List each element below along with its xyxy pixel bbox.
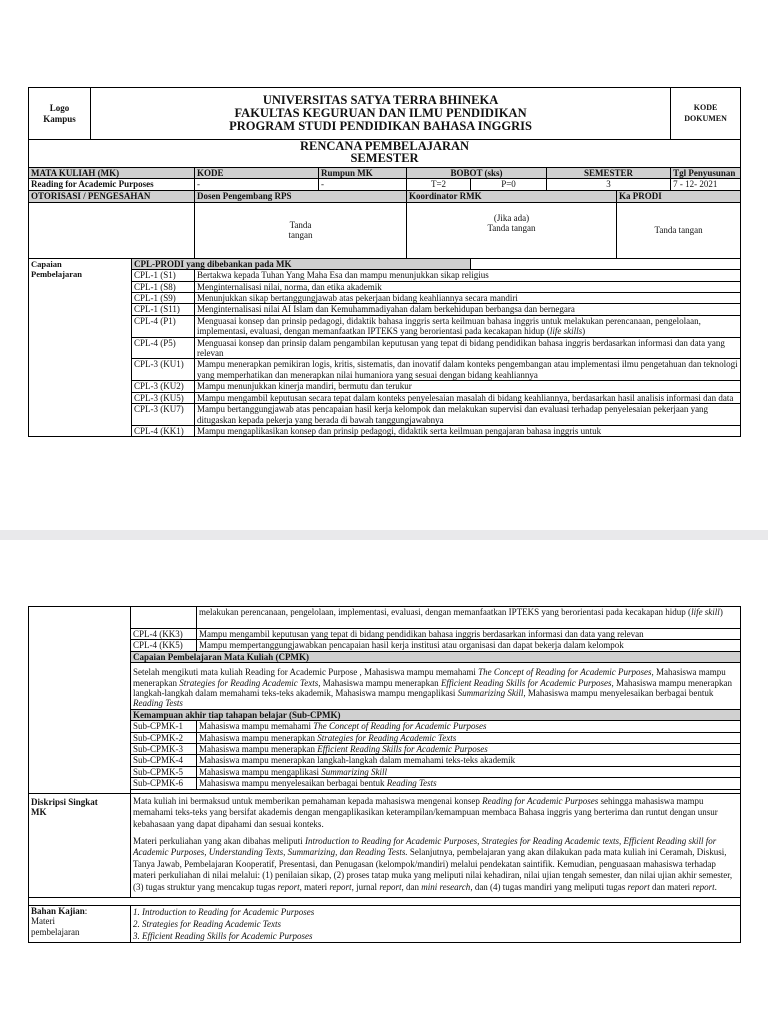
deskripsi-text: Mata kuliah ini bermaksud untuk memberikan pemahaman kepada mahasiswa mengenai konsep Reading for Academic Purposes sehingga mahasiswa mampu memahami teks-teks yang bersifat akademis dengan mengaplikasikan keterampilan/kemampuan membaca Bahasa inggris yang berterima dan runtut dengan unsur kebahasaan yang dapat dipahami dan sesuai konteks. Materi perkuliahan yang akan dibahas meliputi Introduction to Reading for Academic Purposes, Strategies for Reading Academic texts, Efficient Reading skill for Academic Purposes, Understanding Texts, Summarizing, dan Reading Tests. Selanjutnya, pembelajaran yang akan dilakukan pada mata kuliah ini Ceramah, Diskusi, Tanya Jawab, Pembelajaran Kooperatif, Presentasi, dan Penugasan (kelompok/mandiri) melalui pendekatan saintifik. Kemudian, penguasaan mahasiswa terhadap materi perkuliahan di nilai melalui: (1) penilaian sikap, (2) proses tatap muka yang meliputi nilai kehadiran, nilai ujian tengah semester, dan nilai ujian akhir semester, (3) tugas struktur yang mencakup tugas report, materi report, jurnal report, dan mini research, dan (4) tugas mandiri yang meliputi tugas report dan materi report. [131, 793, 741, 897]
bahan-item: 1. Introduction to Reading for Academic Purposes [133, 906, 315, 917]
cpl-row [29, 392, 741, 403]
cpl-code: CPL-4 (P1) [132, 315, 195, 337]
cpl-text: Menunjukkan sikap bertanggungjawab atas pekerjaan bidang keahliannya secara mandiri [195, 293, 741, 304]
value-kode: - [195, 179, 319, 190]
signature-dosen: Tanda tangan [195, 202, 407, 258]
sub-cpmk-row [29, 721, 741, 732]
bahan-item: 3. Efficient Reading Skills for Academic Purposes [133, 930, 313, 941]
sub-cpmk-code: Sub-CPMK-5 [131, 766, 197, 777]
sub-cpmk-text: Mahasiswa mampu menerapkan Strategies for Reading Academic Texts [197, 732, 741, 743]
cpmk-heading: Capaian Pembelajaran Mata Kuliah (CPMK) [131, 651, 741, 662]
label-tgl: Tgl Penyusunan [671, 168, 741, 179]
bahan-kajian-list [131, 905, 741, 942]
sub-cpmk-row [29, 744, 741, 755]
cpl-code: CPL-1 (S11) [132, 304, 195, 315]
sub-cpmk-text: Mahasiswa mampu menerapkan langkah-langkah dalam memahami teks-teks akademik [197, 755, 741, 766]
cpl-code: CPL-4 (KK1) [132, 425, 195, 436]
sub-cpmk-row [29, 766, 741, 777]
label-rumpun: Rumpun MK [319, 168, 407, 179]
row-spacer [29, 897, 741, 905]
cpl-row [29, 270, 741, 281]
capaian-pembelajaran-label: Capaian Pembelajaran [29, 258, 132, 437]
deskripsi-label: Diskripsi Singkat MK [29, 793, 131, 897]
cpl-continuation-code [131, 607, 197, 629]
cpl-code: CPL-1 (S9) [132, 293, 195, 304]
cpl-text: Mampu mengambil keputusan yang tepat di bidang pendidikan bahasa inggris berdasarkan informasi dan data yang relevan [197, 629, 741, 640]
university-heading: UNIVERSITAS SATYA TERRA BHINEKA FAKULTAS KEGURUAN DAN ILMU PENDIDIKAN PROGRAM STUDI PENDIDIKAN BAHASA INGGRIS [91, 88, 671, 140]
cpl-row [29, 359, 741, 381]
sub-cpmk-text: Mahasiswa mampu memahami The Concept of Reading for Academic Purposes [197, 721, 741, 732]
label-otorisasi: OTORISASI / PENGESAHAN [29, 190, 195, 202]
cpl-row [29, 425, 741, 436]
sub-cpmk-code: Sub-CPMK-2 [131, 732, 197, 743]
cpl-continuation-text: melakukan perencanaan, pengelolaan, implementasi, evaluasi, dengan memanfaatkan IPTEKS yang berorientasi pada kecakapan hidup (life skill) [197, 607, 741, 629]
cpl-code: CPL-3 (KU5) [132, 392, 195, 403]
cpl-text: Mampu menunjukkan kinerja mandiri, bermutu dan terukur [195, 381, 741, 392]
sub-cpmk-heading: Kemampuan akhir tiap tahapan belajar (Sub-CPMK) [131, 709, 741, 720]
cpl-heading-filler [471, 258, 741, 269]
value-bobot-p: P=0 [471, 179, 547, 190]
label-ka-prodi: Ka PRODI [617, 190, 741, 202]
cpl-text: Mampu bertanggungjawab atas pencapaian hasil kerja kelompok dan melakukan supervisi dan evaluasi terhadap penyelesaian pekerjaan yang ditugaskan kepada pekerja yang berada di bawah tanggungjawabnya [195, 404, 741, 426]
cpl-text: Menginternalisasi nilai AI Islam dan Kemuhammadiyahan dalam berkehidupan berbangsa dan bernegara [195, 304, 741, 315]
cpl-row [29, 315, 741, 337]
label-mata-kuliah: MATA KULIAH (MK) [29, 168, 195, 179]
cpl-text: Mampu mengaplikasikan konsep dan prinsip pedagogi, didaktik serta keilmuan pengajaran bahasa inggris untuk [195, 425, 741, 436]
sub-cpmk-text: Mahasiswa mampu menerapkan Efficient Reading Skills for Academic Purposes [197, 744, 741, 755]
signature-kaprodi: Tanda tangan [617, 202, 741, 258]
value-bobot-t: T=2 [407, 179, 471, 190]
cpl-code: CPL-1 (S8) [132, 281, 195, 292]
cpl-text: Menguasai konsep dan prinsip dalam pengambilan keputusan yang tepat di bidang pendidikan bahasa inggris berdasarkan informasi dan data yang relevan [195, 337, 741, 359]
cpl-row [29, 404, 741, 426]
cpl-text: Mampu menerapkan pemikiran logis, kritis, sistematis, dan inovatif dalam konteks pengembangan atau implementasi ilmu pengetahuan dan teknologi yang memperhatikan dan menerapkan nilai humaniora yang sesuai dengan bidang keahliannya [195, 359, 741, 381]
document-page-2 [0, 540, 768, 1024]
cpl-row [29, 281, 741, 292]
label-koordinator: Koordinator RMK [407, 190, 617, 202]
value-mata-kuliah: Reading for Academic Purposes [29, 179, 195, 190]
signature-koordinator: (Jika ada) Tanda tangan [407, 202, 617, 258]
value-semester: 3 [547, 179, 671, 190]
otorisasi-blank [29, 202, 195, 258]
cpl-code: CPL-4 (P5) [132, 337, 195, 359]
bahan-kajian-label: Bahan Kajian: Materi pembelajaran [29, 905, 131, 942]
sub-cpmk-row [29, 755, 741, 766]
cpl-code: CPL-4 (KK3) [131, 629, 197, 640]
cpl-text: Bertakwa kepada Tuhan Yang Maha Esa dan mampu menunjukkan sikap religius [195, 270, 741, 281]
cpl-code: CPL-3 (KU2) [132, 381, 195, 392]
cpmk-text: Setelah mengikuti mata kuliah Reading for Academic Purpose , Mahasiswa mampu memahami The Concept of Reading for Academic Purposes, Mahasiswa mampu menerapkan Strategies for Reading Academic Texts, Mahasiswa mampu menerapkan Efficient Reading Skills for Academic Purposes, Mahasiswa mampu menerapkan langkah-langkah dalam memahami teks-teks akademik, Mahasiswa mampu mengaplikasi Summarizing Skill, Mahasiswa mampu menyelesaikan berbagai bentuk Reading Tests [131, 663, 741, 710]
cpl-row [29, 381, 741, 392]
label-kode: KODE [195, 168, 319, 179]
sub-cpmk-code: Sub-CPMK-1 [131, 721, 197, 732]
cpl-text: Mampu mengambil keputusan secara tepat dalam konteks penyelesaian masalah di bidang keahliannya, berdasarkan hasil analisis informasi dan data [195, 392, 741, 403]
cpl-code: CPL-3 (KU7) [132, 404, 195, 426]
sub-cpmk-row [29, 732, 741, 743]
sub-cpmk-text: Mahasiswa mampu mengaplikasi Summarizing Skill [197, 766, 741, 777]
cpl-row [29, 337, 741, 359]
sub-cpmk-text: Mahasiswa mampu menyelesaikan berbagai bentuk Reading Tests [197, 778, 741, 789]
capaian-continuation-side [29, 607, 131, 794]
cpl-text: Mampu mempertanggungjawabkan pencapaian hasil kerja institusi atau organisasi dan dapat bekerja dalam kelompok [197, 640, 741, 651]
logo-kampus: Logo Kampus [29, 88, 91, 140]
cpl-text: Menginternalisasi nilai, norma, dan etika akademik [195, 281, 741, 292]
label-semester: SEMESTER [547, 168, 671, 179]
bahan-item: 2. Strategies for Reading Academic Texts [133, 918, 281, 929]
value-tgl: 7 - 12- 2021 [671, 179, 741, 190]
cpl-code: CPL-4 (KK5) [131, 640, 197, 651]
cpl-code: CPL-1 (S1) [132, 270, 195, 281]
cpl-row [29, 293, 741, 304]
rps-title: RENCANA PEMBELAJARAN SEMESTER [29, 140, 741, 168]
sub-cpmk-code: Sub-CPMK-3 [131, 744, 197, 755]
label-dosen-pengembang: Dosen Pengembang RPS [195, 190, 407, 202]
sub-cpmk-code: Sub-CPMK-6 [131, 778, 197, 789]
sub-cpmk-code: Sub-CPMK-4 [131, 755, 197, 766]
label-bobot: BOBOT (sks) [407, 168, 547, 179]
rps-header-table [28, 87, 740, 437]
cpl-heading: CPL-PRODI yang dibebankan pada MK [132, 258, 471, 269]
cpl-row [29, 304, 741, 315]
cpl-text: Menguasai konsep dan prinsip pedagogi, didaktik bahasa inggris serta keilmuan bahasa inggris untuk melakukan perencanaan, pengelolaan, implementasi, evaluasi, dengan memanfaatkan IPTEKS yang berorientasi pada kecakapan hidup (life skills) [195, 315, 741, 337]
value-rumpun: - [319, 179, 407, 190]
cpl-code: CPL-3 (KU1) [132, 359, 195, 381]
sub-cpmk-row [29, 778, 741, 789]
rps-continuation-table [28, 606, 740, 943]
kode-dokumen: KODE DOKUMEN [671, 88, 741, 140]
